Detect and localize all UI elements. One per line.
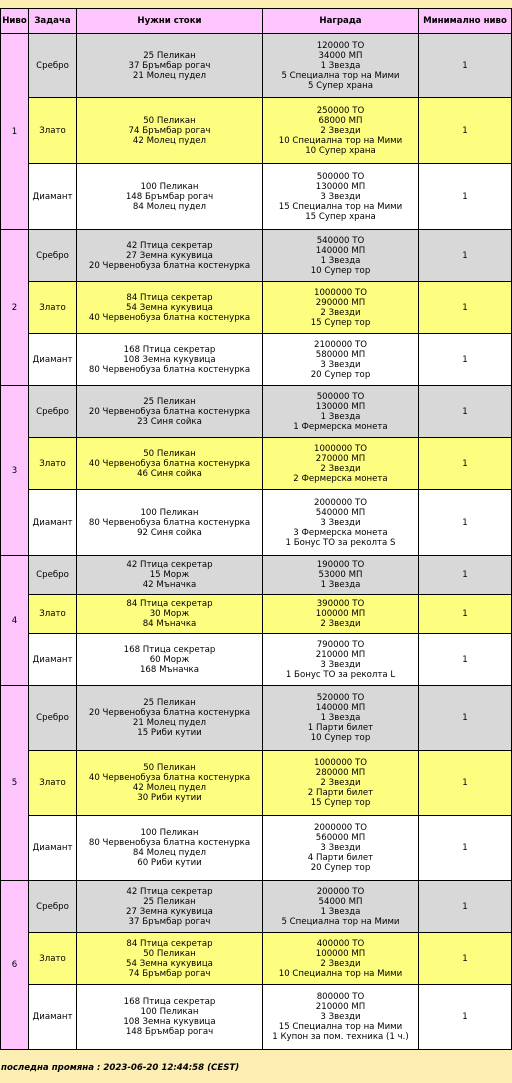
reward-line: 1000000 ТО bbox=[313, 443, 368, 454]
reward-line: 200000 ТО bbox=[316, 886, 365, 897]
reward-line: 15 Супер тор bbox=[310, 317, 371, 328]
goods-line: 25 Пеликан bbox=[143, 396, 196, 407]
level-cell: 3 bbox=[1, 386, 29, 556]
reward-line: 10 Супер тор bbox=[310, 265, 371, 276]
reward-line: 1 Звезда bbox=[320, 60, 361, 71]
goods-line: 20 Червенобуза блатна костенурка bbox=[88, 260, 251, 271]
reward-line: 15 Супер тор bbox=[310, 798, 371, 808]
last-modified: последна промяна : 2023-06-20 12:44:58 (CEST) bbox=[1, 1063, 240, 1073]
reward-line: 1 Фермерска монета bbox=[293, 421, 388, 432]
goods-line: 23 Синя сойка bbox=[137, 416, 202, 427]
goods-line: 60 Морж bbox=[149, 654, 190, 665]
reward-line: 1 Купон за пом. техника (1 ч.) bbox=[272, 1032, 409, 1042]
goods-line: 80 Червенобуза блатна костенурка bbox=[88, 517, 251, 528]
goods-line: 92 Синя сойка bbox=[137, 527, 202, 538]
task-cell: Злато bbox=[29, 595, 77, 634]
reward-line: 10 Специална тор на Мими bbox=[278, 968, 403, 979]
reward-line: 5 Специална тор на Мими bbox=[281, 916, 400, 927]
goods-line: 21 Молец пудел bbox=[132, 718, 207, 728]
reward-line: 2 Фермерска монета bbox=[293, 473, 388, 484]
reward-line: 2 Звезди bbox=[320, 778, 361, 788]
reward-line: 3 Фермерска монета bbox=[293, 527, 388, 538]
min-level-cell: 1 bbox=[419, 386, 512, 438]
table-row bbox=[1, 386, 512, 438]
goods-line: 54 Земна кукувица bbox=[126, 958, 213, 969]
table-row bbox=[1, 282, 512, 334]
task-table-wrapper bbox=[0, 8, 512, 1050]
reward-cell bbox=[263, 595, 419, 634]
reward-line: 34000 МП bbox=[318, 50, 363, 61]
min-level-cell: 1 bbox=[419, 556, 512, 595]
reward-line: 20 Супер тор bbox=[310, 863, 371, 873]
min-level-cell: 1 bbox=[419, 985, 512, 1050]
reward-line: 130000 МП bbox=[315, 181, 366, 192]
goods-cell bbox=[77, 933, 263, 985]
table-row bbox=[1, 230, 512, 282]
task-cell: Диамант bbox=[29, 816, 77, 881]
reward-line: 270000 МП bbox=[315, 453, 366, 464]
min-level-cell: 1 bbox=[419, 816, 512, 881]
goods-line: 74 Бръмбар рогач bbox=[128, 968, 211, 979]
reward-cell bbox=[263, 881, 419, 933]
goods-cell bbox=[77, 490, 263, 556]
header-task: Задача bbox=[29, 9, 77, 34]
goods-line: 168 Птица секретар bbox=[123, 644, 216, 655]
goods-line: 168 Птица секретар bbox=[123, 344, 216, 355]
reward-cell bbox=[263, 933, 419, 985]
goods-cell bbox=[77, 816, 263, 881]
reward-line: 54000 МП bbox=[318, 896, 363, 907]
header-min-level: Минимално ниво bbox=[419, 9, 512, 34]
task-cell: Злато bbox=[29, 751, 77, 816]
min-level-cell: 1 bbox=[419, 438, 512, 490]
reward-line: 10 Специална тор на Мими bbox=[278, 135, 403, 146]
reward-cell bbox=[263, 634, 419, 686]
reward-line: 3 Звезди bbox=[320, 659, 361, 670]
reward-cell bbox=[263, 985, 419, 1050]
reward-line: 2 Звезди bbox=[320, 619, 361, 629]
goods-line: 25 Пеликан bbox=[143, 698, 196, 708]
goods-cell bbox=[77, 751, 263, 816]
goods-cell bbox=[77, 334, 263, 386]
min-level-cell: 1 bbox=[419, 490, 512, 556]
goods-cell bbox=[77, 98, 263, 164]
goods-cell bbox=[77, 686, 263, 751]
goods-line: 40 Червенобуза блатна костенурка bbox=[88, 773, 251, 783]
reward-line: 2 Звезди bbox=[320, 125, 361, 136]
reward-line: 580000 МП bbox=[315, 349, 366, 360]
reward-cell bbox=[263, 490, 419, 556]
reward-line: 2 Парти билет bbox=[307, 788, 374, 798]
goods-line: 42 Птица секретар bbox=[126, 560, 213, 570]
goods-cell bbox=[77, 634, 263, 686]
reward-line: 290000 МП bbox=[315, 297, 366, 308]
reward-line: 2000000 ТО bbox=[313, 823, 368, 833]
goods-line: 108 Земна кукувица bbox=[123, 1017, 216, 1027]
table-row bbox=[1, 34, 512, 98]
table-row bbox=[1, 881, 512, 933]
level-cell: 1 bbox=[1, 34, 29, 230]
reward-line: 15 Специална тор на Мими bbox=[278, 1022, 403, 1032]
goods-line: 84 Птица секретар bbox=[126, 599, 213, 609]
task-cell: Злато bbox=[29, 98, 77, 164]
min-level-cell: 1 bbox=[419, 34, 512, 98]
task-cell: Сребро bbox=[29, 686, 77, 751]
goods-cell bbox=[77, 881, 263, 933]
reward-line: 790000 ТО bbox=[316, 639, 365, 650]
goods-line: 20 Червенобуза блатна костенурка bbox=[88, 708, 251, 718]
task-cell: Сребро bbox=[29, 386, 77, 438]
goods-line: 100 Пеликан bbox=[140, 181, 199, 192]
goods-line: 46 Синя сойка bbox=[137, 468, 202, 479]
task-cell: Злато bbox=[29, 438, 77, 490]
min-level-cell: 1 bbox=[419, 634, 512, 686]
goods-line: 100 Пеликан bbox=[140, 1007, 199, 1017]
goods-line: 148 Бръмбар рогач bbox=[125, 191, 214, 202]
reward-line: 1 Звезда bbox=[320, 411, 361, 422]
task-cell: Диамант bbox=[29, 985, 77, 1050]
reward-line: 520000 ТО bbox=[316, 693, 365, 703]
goods-line: 148 Бръмбар рогач bbox=[125, 1027, 214, 1037]
reward-line: 3 Звезди bbox=[320, 843, 361, 853]
reward-line: 100000 МП bbox=[315, 609, 366, 619]
reward-line: 390000 ТО bbox=[316, 599, 365, 609]
goods-line: 27 Земна кукувица bbox=[126, 906, 213, 917]
reward-line: 1 Звезда bbox=[320, 580, 361, 590]
reward-line: 53000 МП bbox=[318, 570, 363, 580]
goods-line: 54 Земна кукувица bbox=[126, 302, 213, 313]
goods-cell bbox=[77, 438, 263, 490]
goods-line: 42 Мъначка bbox=[142, 580, 197, 590]
table-row bbox=[1, 164, 512, 230]
reward-line: 1 Парти билет bbox=[307, 723, 374, 733]
min-level-cell: 1 bbox=[419, 282, 512, 334]
goods-line: 50 Пеликан bbox=[143, 763, 196, 773]
reward-line: 2 Звезди bbox=[320, 307, 361, 318]
task-cell: Злато bbox=[29, 933, 77, 985]
reward-line: 2000000 ТО bbox=[313, 497, 368, 508]
level-cell: 4 bbox=[1, 556, 29, 686]
goods-line: 37 Бръмбар рогач bbox=[128, 60, 211, 71]
task-cell: Сребро bbox=[29, 556, 77, 595]
goods-line: 84 Молец пудел bbox=[132, 201, 207, 212]
goods-cell bbox=[77, 556, 263, 595]
reward-line: 190000 ТО bbox=[316, 560, 365, 570]
reward-cell bbox=[263, 816, 419, 881]
reward-line: 68000 МП bbox=[318, 115, 363, 126]
table-row bbox=[1, 634, 512, 686]
reward-line: 120000 ТО bbox=[316, 40, 365, 51]
goods-line: 84 Молец пудел bbox=[132, 848, 207, 858]
table-row bbox=[1, 556, 512, 595]
goods-line: 168 Птица секретар bbox=[123, 997, 216, 1007]
task-cell: Диамант bbox=[29, 164, 77, 230]
min-level-cell: 1 bbox=[419, 98, 512, 164]
min-level-cell: 1 bbox=[419, 933, 512, 985]
goods-line: 25 Пеликан bbox=[143, 50, 196, 61]
goods-line: 108 Земна кукувица bbox=[123, 354, 216, 365]
task-cell: Сребро bbox=[29, 34, 77, 98]
goods-cell bbox=[77, 595, 263, 634]
min-level-cell: 1 bbox=[419, 881, 512, 933]
goods-line: 30 Риби кутии bbox=[137, 793, 202, 803]
goods-line: 74 Бръмбар рогач bbox=[128, 125, 211, 136]
reward-cell bbox=[263, 556, 419, 595]
reward-line: 4 Парти билет bbox=[307, 853, 374, 863]
level-cell: 5 bbox=[1, 686, 29, 881]
goods-line: 21 Молец пудел bbox=[132, 70, 207, 81]
reward-line: 1 Звезда bbox=[320, 255, 361, 266]
reward-line: 3 Звезди bbox=[320, 1012, 361, 1022]
table-row bbox=[1, 985, 512, 1050]
reward-cell bbox=[263, 751, 419, 816]
table-row bbox=[1, 933, 512, 985]
reward-line: 560000 МП bbox=[315, 833, 366, 843]
min-level-cell: 1 bbox=[419, 334, 512, 386]
reward-cell bbox=[263, 98, 419, 164]
reward-line: 1 Звезда bbox=[320, 713, 361, 723]
table-body bbox=[1, 34, 512, 1050]
reward-line: 2 Звезди bbox=[320, 463, 361, 474]
goods-cell bbox=[77, 386, 263, 438]
table-row bbox=[1, 490, 512, 556]
reward-line: 2 Звезди bbox=[320, 958, 361, 969]
goods-line: 80 Червенобуза блатна костенурка bbox=[88, 364, 251, 375]
reward-line: 1 Бонус ТО за реколта L bbox=[285, 669, 396, 680]
goods-line: 84 Птица секретар bbox=[126, 292, 213, 303]
goods-line: 100 Пеликан bbox=[140, 828, 199, 838]
goods-line: 25 Пеликан bbox=[143, 896, 196, 907]
goods-line: 27 Земна кукувица bbox=[126, 250, 213, 261]
reward-cell bbox=[263, 386, 419, 438]
table-row bbox=[1, 686, 512, 751]
goods-line: 50 Пеликан bbox=[143, 448, 196, 459]
header-level: Ниво bbox=[1, 9, 29, 34]
task-cell: Сребро bbox=[29, 881, 77, 933]
task-cell: Диамант bbox=[29, 490, 77, 556]
goods-line: 42 Молец пудел bbox=[132, 135, 207, 146]
reward-line: 1 Звезда bbox=[320, 906, 361, 917]
reward-line: 130000 МП bbox=[315, 401, 366, 412]
task-cell: Диамант bbox=[29, 634, 77, 686]
reward-line: 10 Супер тор bbox=[310, 733, 371, 743]
header-goods: Нужни стоки bbox=[77, 9, 263, 34]
goods-line: 42 Птица секретар bbox=[126, 886, 213, 897]
table-row bbox=[1, 334, 512, 386]
reward-line: 5 Специална тор на Мими bbox=[281, 70, 400, 81]
reward-line: 3 Звезди bbox=[320, 517, 361, 528]
goods-line: 15 Морж bbox=[149, 570, 190, 580]
goods-line: 30 Морж bbox=[149, 609, 190, 619]
reward-line: 800000 ТО bbox=[316, 992, 365, 1002]
reward-line: 1 Бонус ТО за реколта S bbox=[285, 537, 396, 548]
task-cell: Сребро bbox=[29, 230, 77, 282]
reward-cell bbox=[263, 164, 419, 230]
table-row bbox=[1, 816, 512, 881]
goods-line: 84 Мъначка bbox=[142, 619, 197, 629]
goods-line: 20 Червенобуза блатна костенурка bbox=[88, 406, 251, 417]
goods-cell bbox=[77, 230, 263, 282]
goods-line: 37 Бръмбар рогач bbox=[128, 916, 211, 927]
task-cell: Диамант bbox=[29, 334, 77, 386]
table-row bbox=[1, 595, 512, 634]
goods-cell bbox=[77, 164, 263, 230]
goods-line: 15 Риби кутии bbox=[137, 728, 202, 738]
goods-line: 60 Риби кутии bbox=[137, 858, 202, 868]
min-level-cell: 1 bbox=[419, 230, 512, 282]
reward-line: 3 Звезди bbox=[320, 191, 361, 202]
goods-line: 100 Пеликан bbox=[140, 507, 199, 518]
table-row bbox=[1, 751, 512, 816]
reward-line: 5 Супер храна bbox=[307, 80, 374, 91]
reward-line: 140000 МП bbox=[315, 245, 366, 256]
reward-line: 140000 МП bbox=[315, 703, 366, 713]
level-cell: 2 bbox=[1, 230, 29, 386]
reward-line: 2100000 ТО bbox=[313, 339, 368, 350]
goods-cell bbox=[77, 985, 263, 1050]
reward-line: 210000 МП bbox=[315, 1002, 366, 1012]
goods-line: 50 Пеликан bbox=[143, 115, 196, 126]
task-table bbox=[0, 8, 512, 1050]
min-level-cell: 1 bbox=[419, 164, 512, 230]
goods-line: 40 Червенобуза блатна костенурка bbox=[88, 458, 251, 469]
goods-line: 80 Червенобуза блатна костенурка bbox=[88, 838, 251, 848]
reward-line: 280000 МП bbox=[315, 768, 366, 778]
reward-line: 20 Супер тор bbox=[310, 369, 371, 380]
reward-line: 500000 ТО bbox=[316, 391, 365, 402]
goods-line: 42 Птица секретар bbox=[126, 240, 213, 251]
reward-line: 1000000 ТО bbox=[313, 758, 368, 768]
reward-line: 540000 МП bbox=[315, 507, 366, 518]
min-level-cell: 1 bbox=[419, 686, 512, 751]
reward-line: 500000 ТО bbox=[316, 171, 365, 182]
table-row bbox=[1, 438, 512, 490]
goods-line: 50 Пеликан bbox=[143, 948, 196, 959]
level-cell: 6 bbox=[1, 881, 29, 1050]
reward-cell bbox=[263, 686, 419, 751]
reward-line: 1000000 ТО bbox=[313, 287, 368, 298]
reward-line: 540000 ТО bbox=[316, 235, 365, 246]
min-level-cell: 1 bbox=[419, 751, 512, 816]
reward-line: 15 Супер храна bbox=[305, 211, 376, 222]
reward-cell bbox=[263, 34, 419, 98]
reward-line: 15 Специална тор на Мими bbox=[278, 201, 403, 212]
reward-cell bbox=[263, 438, 419, 490]
goods-line: 42 Молец пудел bbox=[132, 783, 207, 793]
reward-cell bbox=[263, 334, 419, 386]
reward-cell bbox=[263, 282, 419, 334]
table-row bbox=[1, 98, 512, 164]
goods-cell bbox=[77, 34, 263, 98]
header-row bbox=[1, 9, 512, 34]
goods-cell bbox=[77, 282, 263, 334]
reward-line: 210000 МП bbox=[315, 649, 366, 660]
min-level-cell: 1 bbox=[419, 595, 512, 634]
goods-line: 40 Червенобуза блатна костенурка bbox=[88, 312, 251, 323]
reward-line: 250000 ТО bbox=[316, 105, 365, 116]
reward-line: 3 Звезди bbox=[320, 359, 361, 370]
goods-line: 168 Мъначка bbox=[139, 664, 200, 675]
task-cell: Злато bbox=[29, 282, 77, 334]
reward-cell bbox=[263, 230, 419, 282]
reward-line: 400000 ТО bbox=[316, 938, 365, 949]
reward-line: 100000 МП bbox=[315, 948, 366, 959]
goods-line: 84 Птица секретар bbox=[126, 938, 213, 949]
header-reward: Награда bbox=[263, 9, 419, 34]
reward-line: 10 Супер храна bbox=[305, 145, 376, 156]
